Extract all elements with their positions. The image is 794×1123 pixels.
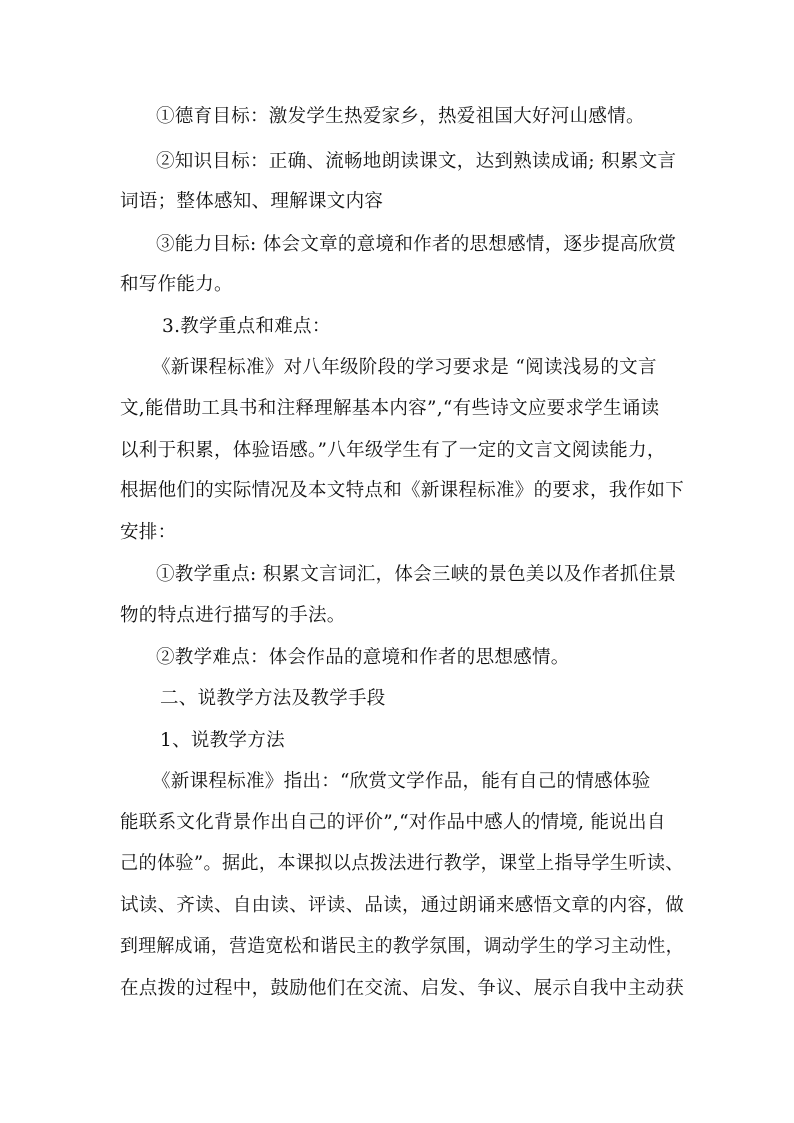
- paragraph-line: 己的体验”。据此，本课拟以点拨法进行教学，课堂上指导学生听读、: [120, 853, 684, 874]
- paragraph-line: 以利于积累，体验语感。”八年级学生有了一定的文言文阅读能力，: [120, 440, 666, 461]
- paragraph-line: 文,能借助工具书和注释理解基本内容”,“有些诗文应要求学生诵读: [120, 398, 660, 419]
- paragraph-line: 试读、齐读、自由读、评读、品读，通过朗诵来感悟文章的内容，做: [120, 895, 685, 916]
- paragraph-line: 在点拨的过程中，鼓励他们在交流、启发、争议、展示自我中主动获: [120, 978, 685, 999]
- paragraph-line: ②教学难点：体会作品的意境和作者的思想感情。: [156, 647, 570, 668]
- paragraph-line: 安排：: [120, 522, 177, 543]
- paragraph-line: 到理解成诵，营造宽松和谐民主的教学氛围，调动学生的学习主动性，: [120, 936, 684, 957]
- paragraph-line: ①教学重点: 积累文言词汇，体会三峡的景色美以及作者抓住景: [156, 564, 677, 585]
- paragraph-line: 能联系文化背景作出自己的评价”,“对作品中感人的情境, 能说出自: [120, 812, 666, 833]
- paragraph-line: 《新课程标准》指出：“欣赏文学作品，能有自己的情感体验: [152, 771, 651, 792]
- paragraph-line: 物的特点进行描写的手法。: [120, 605, 346, 626]
- section-heading: 二、说教学方法及教学手段: [160, 688, 386, 709]
- paragraph-line: 和写作能力。: [120, 274, 233, 295]
- paragraph-line: 词语；整体感知、理解课文内容: [120, 191, 384, 212]
- section-heading: 3.教学重点和难点：: [162, 316, 331, 337]
- subsection-heading: 1、说教学方法: [160, 730, 285, 751]
- paragraph-line: ①德育目标：激发学生热爱家乡，热爱祖国大好河山感情。: [156, 106, 645, 127]
- paragraph-line: 根据他们的实际情况及本文特点和《新课程标准》的要求，我作如下: [120, 480, 685, 501]
- paragraph-line: ③能力目标: 体会文章的意境和作者的思想感情，逐步提高欣赏: [156, 234, 677, 255]
- paragraph-line: ②知识目标：正确、流畅地朗读课文，达到熟读成诵; 积累文言: [156, 151, 677, 172]
- paragraph-line: 《新课程标准》对八年级阶段的学习要求是 “阅读浅易的文言: [152, 357, 657, 378]
